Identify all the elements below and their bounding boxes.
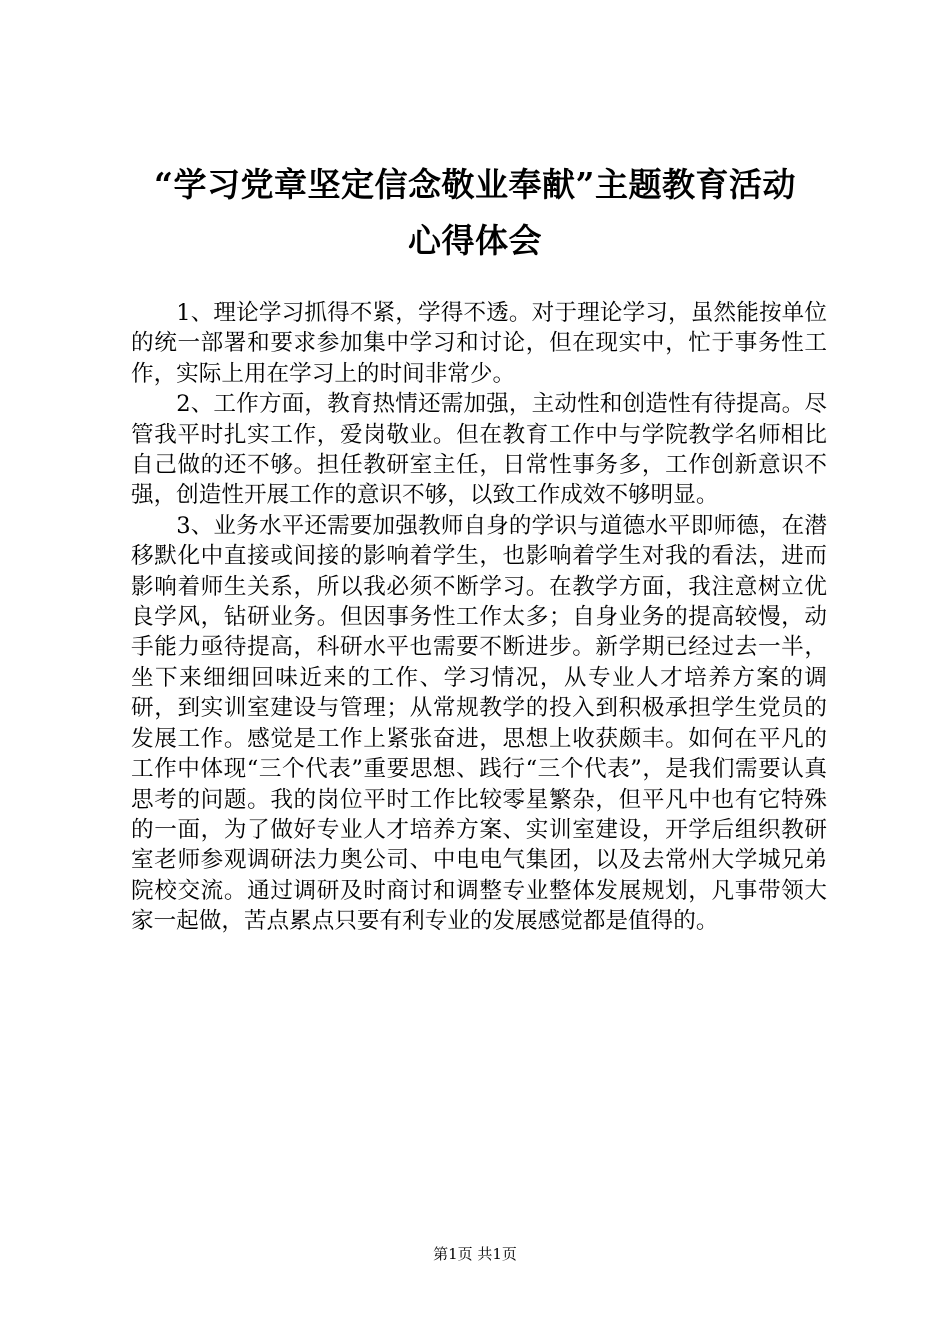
- page-footer: 第1页 共1页: [433, 1245, 517, 1263]
- paragraph-2: 2、工作方面，教育热情还需加强，主动性和创造性有待提高。尽管我平时扎实工作，爱岗敬业。但在教育工作中与学院教学名师相比自己做的还不够。担任教研室主任，日常性事务多，工作创新意识不强，创造性开展工作的意识不够，以致工作成效不够明显。: [131, 391, 827, 509]
- document-title-line-1: “学习党章坚定信念敬业奉献”主题教育活动: [154, 165, 796, 204]
- paragraph-3: 3、业务水平还需要加强教师自身的学识与道德水平即师德，在潜移默化中直接或间接的影响着学生，也影响着学生对我的看法，进而影响着师生关系，所以我必须不断学习。在教学方面，我注意树立优良学风，钻研业务。但因事务性工作太多；自身业务的提高较慢，动手能力亟待提高，科研水平也需要不断进步。新学期已经过去一半，坐下来细细回味近来的工作、学习情况，从专业人才培养方案的调研，到实训室建设与管理；从常规教学的投入到积极承担学生党员的发展工作。感觉是工作上紧张奋进，思想上收获颇丰。如何在平凡的工作中体现“三个代表”重要思想、践行“三个代表”，是我们需要认真思考的问题。我的岗位平时工作比较零星繁杂，但平凡中也有它特殊的一面，为了做好专业人才培养方案、实训室建设，开学后组织教研室老师参观调研法力奥公司、中电电气集团，以及去常州大学城兄弟院校交流。通过调研及时商讨和调整专业整体发展规划，凡事带领大家一起做，苦点累点只要有利专业的发展感觉都是值得的。: [131, 512, 827, 935]
- document-body: [131, 298, 827, 937]
- document-title-line-2: 心得体会: [408, 221, 542, 260]
- paragraph-1: 1、理论学习抓得不紧，学得不透。对于理论学习，虽然能按单位的统一部署和要求参加集中学习和讨论，但在现实中，忙于事务性工作，实际上用在学习上的时间非常少。: [131, 300, 827, 387]
